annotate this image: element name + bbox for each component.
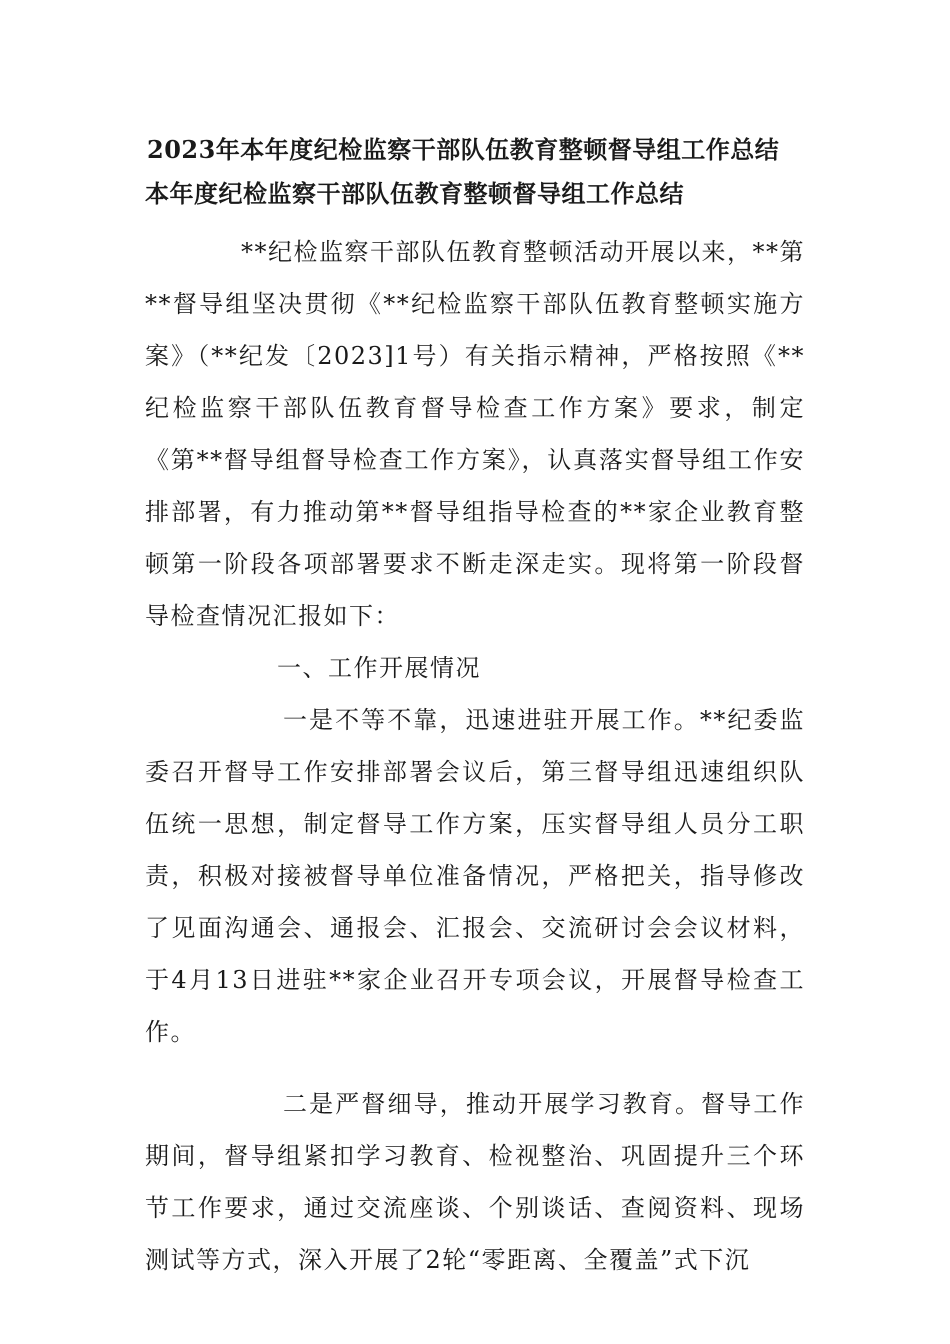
document-title: 2023年本年度纪检监察干部队伍教育整顿督导组工作总结 (147, 135, 780, 164)
section-heading: 一、工作开展情况 (277, 654, 481, 682)
document-subtitle: 本年度纪检监察干部队伍教育整顿督导组工作总结 (145, 179, 684, 208)
paragraph-one: 一是不等不靠，迅速进驻开展工作。**纪委监委召开督导工作安排部署会议后，第三督导组迅速组织队伍统一思想，制定督导工作方案，压实督导组人员分工职责，积极对接被督导单位准备情况，严格把关，指导修改了见面沟通会、通报会、汇报会、交流研讨会会议材料，于4月13日进驻**家企业召开专项会议，开展督导检查工作。 (145, 706, 805, 1046)
intro-paragraph: **纪检监察干部队伍教育整顿活动开展以来，**第**督导组坚决贯彻《**纪检监察干部队伍教育整顿实施方案》（**纪发〔2023]1号）有关指示精神，严格按照《**纪检监察干部队伍教育督导检查工作方案》要求，制定《第**督导组督导检查工作方案》，认真落实督导组工作安排部署，有力推动第**督导组指导检查的**家企业教育整顿第一阶段各项部署要求不断走深走实。现将第一阶段督导检查情况汇报如下： (145, 238, 805, 630)
paragraph-two: 二是严督细导，推动开展学习教育。督导工作期间，督导组紧扣学习教育、检视整治、巩固提升三个环节工作要求，通过交流座谈、个别谈话、查阅资料、现场测试等方式，深入开展了2轮“零距离、全覆盖”式下沉 (145, 1090, 805, 1274)
document-body (145, 130, 805, 1286)
